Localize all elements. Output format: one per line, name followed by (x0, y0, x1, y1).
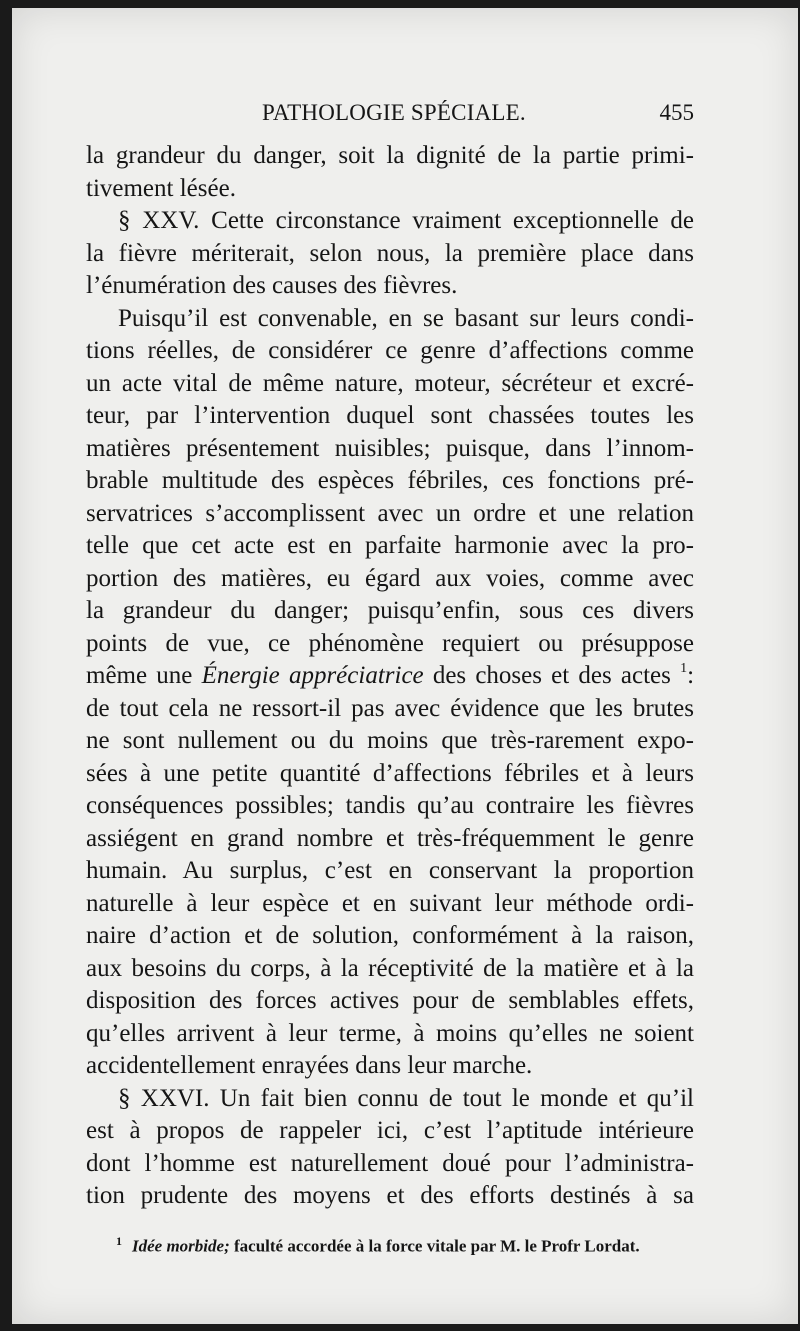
running-title: PATHOLOGIE SPÉCIALE. (262, 100, 526, 125)
text-line: un acte vital de même nature, moteur, sécréteur et excré- (86, 369, 694, 397)
text-line: brable multitude des espèces fébriles, ces fonctions pré- (86, 467, 694, 494)
text-line: matières présentement nuisibles; puisque, dans l’innom- (86, 434, 694, 462)
text-line: l’énumération des causes des fièvres. (86, 272, 458, 299)
text-line: portion des matières, eu égard aux voies, comme avec (86, 564, 694, 592)
text-line: de tout cela ne ressort-il pas avec évidence que les brutes (86, 694, 694, 722)
text-line: telle que cet acte est en parfaite harmonie avec la pro- (86, 532, 694, 559)
footnote-marker: 1 (116, 1234, 122, 1248)
text-line: ne sont nullement ou du moins que très-rarement expo- (86, 727, 694, 754)
footnote-italic: Idée morbide; (132, 1236, 230, 1256)
text-segment: : (687, 662, 694, 689)
text-line: naturelle à leur espèce et en suivant leur méthode ordi- (86, 889, 694, 917)
text-segment: même une (86, 662, 193, 689)
text-line-with-italic (86, 660, 694, 693)
text-line: § XXVI. Un fait bien connu de tout le monde et qu’il (118, 1084, 694, 1112)
text-line: aux besoins du corps, à la réceptivité de la matière et à la (86, 954, 694, 982)
text-line: assiégent en grand nombre et très-fréquemment le genre (86, 824, 694, 852)
text-line: accidentellement enrayées dans leur marche. (86, 1052, 533, 1079)
text-line: qu’elles arrivent à leur terme, à moins qu’elles ne soient (86, 1019, 694, 1047)
text-line: teur, par l’intervention duquel sont chassées toutes les (86, 402, 694, 429)
book-page (12, 8, 798, 1324)
body-text (86, 140, 694, 1213)
text-line: est à propos de rappeler ici, c’est l’aptitude intérieure (86, 1117, 694, 1144)
text-line: points de vue, ce phénomène requiert ou présuppose (86, 629, 694, 657)
text-line: § XXV. Cette circonstance vraiment exceptionnelle de (118, 207, 694, 234)
text-line: tivement lésée. (86, 174, 236, 202)
footnote-reference: 1 (680, 660, 688, 676)
text-line: naire d’action et de solution, conformément à la raison, (86, 922, 694, 949)
text-line: servatrices s’accomplissent avec un ordre et une relation (86, 499, 694, 527)
text-line: tions réelles, de considérer ce genre d’affections comme (86, 337, 694, 364)
text-line: conséquences possibles; tandis qu’au contraire les fièvres (86, 792, 694, 819)
text-line: la fièvre mériterait, selon nous, la première place dans (86, 239, 694, 267)
text-line: sées à une petite quantité d’affections fébriles et à leurs (86, 759, 694, 787)
text-line: Puisqu’il est convenable, en se basant sur leurs condi- (118, 304, 694, 332)
italic-phrase: Énergie appréciatrice (201, 662, 424, 689)
footnote-text: faculté accordée à la force vitale par M. le Profr Lordat. (233, 1236, 640, 1256)
page-number: 455 (659, 100, 694, 125)
text-segment: des choses et des actes (432, 662, 671, 689)
text-line: tion prudente des moyens et des efforts destinés à sa (86, 1182, 694, 1209)
text-line: humain. Au surplus, c’est en conservant la proportion (86, 857, 694, 884)
page-header (88, 100, 694, 132)
text-line: disposition des forces actives pour de semblables effets, (86, 987, 694, 1014)
footnote (116, 1234, 696, 1257)
text-line: la grandeur du danger, soit la dignité de la partie primi- (86, 142, 694, 169)
text-line: la grandeur du danger; puisqu’enfin, sous ces divers (86, 597, 694, 624)
text-line: dont l’homme est naturellement doué pour l’administra- (86, 1149, 694, 1177)
